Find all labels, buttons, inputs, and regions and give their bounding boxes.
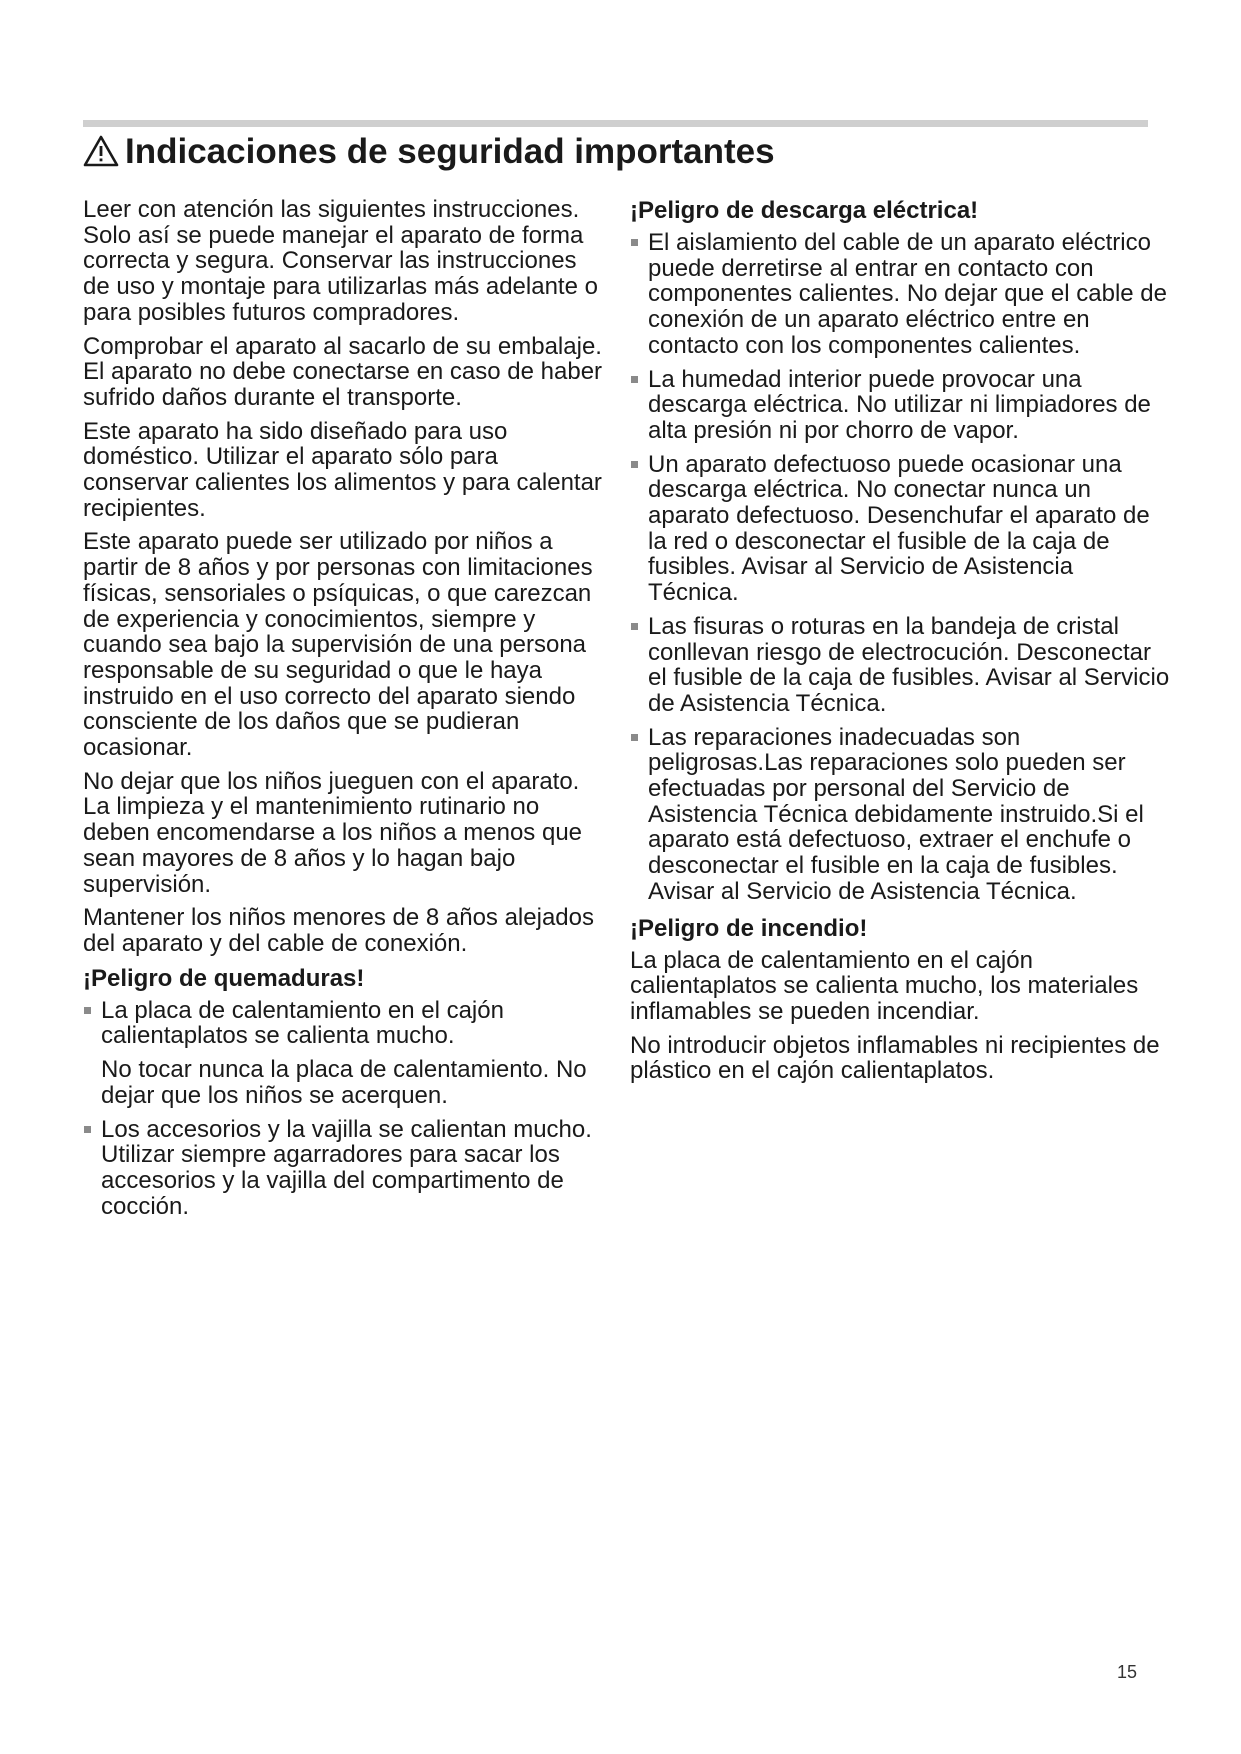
intro-paragraph: Mantener los niños menores de 8 años alejados del aparato y del cable de conexión. [83,904,594,957]
list-item [83,1117,603,1220]
burns-list [83,998,603,1220]
intro-paragraph: Este aparato ha sido diseñado para uso doméstico. Utilizar el aparato sólo para conservar calientes los alimentos y para calentar recipientes. [83,417,602,522]
list-item-note: No tocar nunca la placa de calentamiento. No dejar que los niños se acerquen. [101,1056,587,1109]
list-item: Las fisuras o roturas en la bandeja de cristal conllevan riesgo de electrocución. Desconectar el fusible de la caja de fusibles. Avisar al Servicio de Asistencia Técnica. [630,614,1170,717]
list-item-text: Los accesorios y la vajilla se calientan mucho. Utilizar siempre agarradores para sacar los accesorios y la vajilla del compartimento de cocción. [101,1115,592,1220]
right-column [630,197,1170,1092]
header-rule [83,120,1148,127]
page-number: 15 [1117,1662,1138,1682]
left-column [83,197,603,1227]
list-item: Un aparato defectuoso puede ocasionar una descarga eléctrica. No conectar nunca un aparato defectuoso. Desenchufar el aparato de la red o desconectar el fusible de la caja de fusibles. Avisar al Servicio de Asistencia Técnica. [630,452,1170,606]
fire-paragraph: No introducir objetos inflamables ni recipientes de plástico en el cajón calientaplatos. [630,1031,1160,1085]
shock-list [630,230,1170,905]
list-item: Las reparaciones inadecuadas son peligrosas.Las reparaciones solo pueden ser efectuadas por personal del Servicio de Asistencia Técnica debidamente instruido.Si el aparato está defectuoso, extraer el enchufe o desconectar el fusible en la caja de fusibles. Avisar al Servicio de Asistencia Técnica. [630,725,1170,905]
shock-heading: ¡Peligro de descarga eléctrica! [630,197,979,224]
list-item-text: La placa de calentamiento en el cajón calientaplatos se calienta mucho. [101,996,504,1050]
intro-paragraph: No dejar que los niños jueguen con el aparato. La limpieza y el mantenimiento rutinario no deben encomendarse a los niños a menos que sean mayores de 8 años y lo hagan bajo supervisión. [83,767,583,898]
fire-heading: ¡Peligro de incendio! [630,914,868,942]
list-item [83,998,603,1109]
fire-paragraph: La placa de calentamiento en el cajón calientaplatos se calienta mucho, los materiales inflamables se pueden incendiar. [630,946,1139,1025]
list-item: La humedad interior puede provocar una descarga eléctrica. No utilizar ni limpiadores de alta presión ni por chorro de vapor. [630,367,1170,444]
intro-paragraph: Este aparato puede ser utilizado por niños a partir de 8 años y por personas con limitaciones físicas, sensoriales o psíquicas, o que carezcan de experiencia y conocimientos, siempre y cuando sea bajo la supervisión de una persona responsable de su seguridad o que le haya instruido en el uso correcto del aparato siendo consciente de los daños que se pudieran ocasionar. [83,528,593,762]
intro-paragraph: Comprobar el aparato al sacarlo de su embalaje. El aparato no debe conectarse en caso de haber sufrido daños durante el transporte. [83,332,603,411]
intro-paragraph: Leer con atención las siguientes instrucciones. Solo así se puede manejar el aparato de forma correcta y segura. Conservar las instrucciones de uso y montaje para utilizarlas más adelante o para posibles futuros compradores. [83,196,598,326]
page-title-text: Indicaciones de seguridad importantes [125,132,775,171]
page-title [83,130,775,174]
warning-triangle-icon [83,135,119,167]
burns-heading: ¡Peligro de quemaduras! [83,964,365,992]
list-item: El aislamiento del cable de un aparato eléctrico puede derretirse al entrar en contacto con componentes calientes. No dejar que el cable de conexión de un aparato eléctrico entre en contacto con los componentes calientes. [630,230,1170,359]
